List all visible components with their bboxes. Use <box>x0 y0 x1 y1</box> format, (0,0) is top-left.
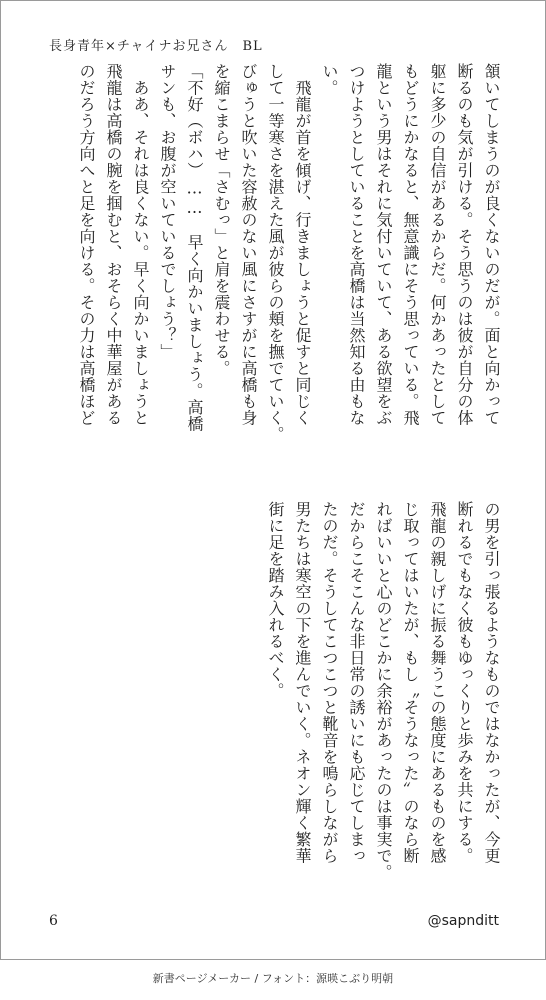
lower-text-block <box>249 501 499 901</box>
text-column: サンも、お腹が空いているでしょう？」 <box>158 63 177 360</box>
text-column: の男を引っ張るようなものではなかったが、今更 <box>482 501 501 864</box>
text-column: を縮こまらせ「さむっ」と肩を震わせる。 <box>212 63 231 377</box>
text-column: ああ、それは良くない。早く向かいましょうと <box>131 63 150 426</box>
text-column: 飛龍の親しげに振る舞うこの態度にあるものを感 <box>428 501 447 864</box>
text-column: い。 <box>320 63 339 96</box>
author-handle: @sapnditt <box>427 913 499 929</box>
text-column: 「不好（ボハ）…… 早く向かいましょう。高橋 <box>185 63 204 432</box>
text-column: 飛龍は高橋の腕を掴むと、おそらく中華屋がある <box>104 63 123 426</box>
text-column: つけようとしていることを高橋は当然知る由もな <box>347 63 366 426</box>
text-column: 躯に多少の自信があるからだ。何かあったとして <box>428 63 447 426</box>
text-column: 断れるでもなく彼もゆっくりと歩みを共にする。 <box>455 501 474 864</box>
text-column: 断るのも気が引ける。そう思うのは彼が自分の体 <box>455 63 474 426</box>
text-column: 頷いてしまうのが良くないのだが。面と向かって <box>482 63 501 426</box>
page-header-title: 長身青年×チャイナお兄さん BL <box>49 39 263 54</box>
text-column: のだろう方向へと足を向ける。その力は高橋ほど <box>77 63 96 426</box>
text-column: 街に足を踏み入れるべく。 <box>266 501 285 699</box>
text-column: 飛龍が首を傾げ、行きましょうと促すと同じく <box>293 63 312 426</box>
text-column: して一等寒さを湛えた風が彼らの頬を撫でていく。 <box>266 63 285 443</box>
text-column: じ取ってはいたが、もし〝そうなった〟のなら断 <box>401 501 420 864</box>
text-column: だからこそこんな非日常の誘いにも応じてしまっ <box>347 501 366 864</box>
text-column: ればいいと心のどこかに余裕があったのは事実で。 <box>374 501 393 881</box>
text-column: もどうにかなると、無意識にそう思っている。飛 <box>401 63 420 426</box>
text-column: びゅうと吹いた容赦のない風にさすがに高橋も身 <box>239 63 258 426</box>
page-number: 6 <box>49 913 58 929</box>
footer-credit: 新書ページメーカー / フォント：源暎こぶり明朝 <box>152 972 394 985</box>
text-column: 龍という男はそれに気付いていて、ある欲望をぶ <box>374 63 393 426</box>
text-column: 男たちは寒空の下を進んでいく。ネオン輝く繁華 <box>293 501 312 864</box>
text-column: たのだ。そうしてこつこつと靴音を鳴らしながら <box>320 501 339 864</box>
upper-text-block <box>49 63 499 463</box>
